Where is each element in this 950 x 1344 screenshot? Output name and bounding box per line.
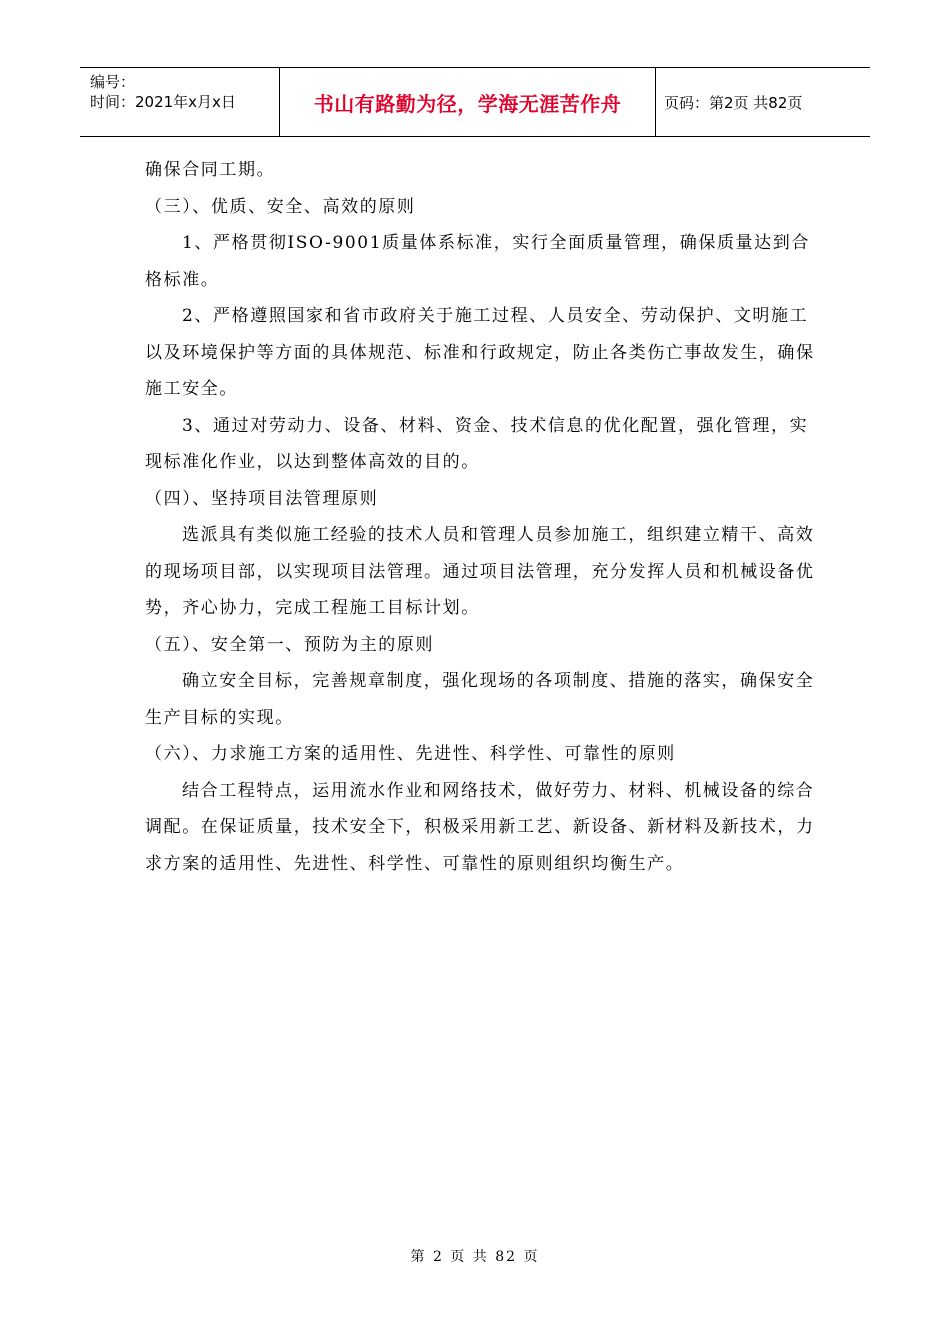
section-heading-6: （六）、力求施工方案的适用性、先进性、科学性、可靠性的原则 bbox=[145, 744, 676, 764]
header-motto: 书山有路勤为径，学海无涯苦作舟 bbox=[280, 68, 656, 136]
paragraph-quality: 1、严格贯彻ISO-9001质量体系标准，实行全面质量管理，确保质量达到合格标准。 bbox=[145, 233, 810, 290]
document-body bbox=[145, 152, 825, 882]
section-heading-3: （三）、优质、安全、高效的原则 bbox=[145, 196, 416, 217]
paragraph-construction-plan: 结合工程特点，运用流水作业和网络技术，做好劳力、材料、机械设备的综合调配。在保证质量，技术安全下，积极采用新工艺、新设备、新材料及新技术，力求方案的适用性、先进性、科学性、可靠性的原则组织均衡生产。 bbox=[145, 780, 815, 874]
paragraph-safety-first: 确立安全目标，完善规章制度，强化现场的各项制度、措施的落实，确保安全生产目标的实现。 bbox=[145, 671, 815, 728]
header-page-info: 页码：第2页 共82页 bbox=[664, 93, 803, 112]
section-heading-4: （四）、坚持项目法管理原则 bbox=[145, 488, 379, 509]
date-label: 时间：2021年x月x日 bbox=[90, 93, 236, 111]
section-heading-5: （五）、安全第一、预防为主的原则 bbox=[145, 634, 435, 655]
paragraph-efficiency: 3、通过对劳动力、设备、材料、资金、技术信息的优化配置，强化管理，实现标准化作业，以达到整体高效的目的。 bbox=[145, 415, 809, 472]
page-footer: 第 2 页 共 82 页 bbox=[410, 1249, 540, 1265]
paragraph-project-management: 选派具有类似施工经验的技术人员和管理人员参加施工，组织建立精干、高效的现场项目部，以实现项目法管理。通过项目法管理，充分发挥人员和机械设备优势，齐心协力，完成工程施工目标计划。 bbox=[145, 525, 815, 618]
paragraph-safety: 2、严格遵照国家和省市政府关于施工过程、人员安全、劳动保护、文明施工以及环境保护等方面的具体规范、标准和行政规定，防止各类伤亡事故发生，确保施工安全。 bbox=[145, 306, 815, 399]
code-label: 编号： bbox=[90, 73, 136, 91]
paragraph-continuation: 确保合同工期。 bbox=[145, 160, 276, 180]
page-header bbox=[80, 67, 870, 137]
header-meta bbox=[80, 68, 280, 136]
